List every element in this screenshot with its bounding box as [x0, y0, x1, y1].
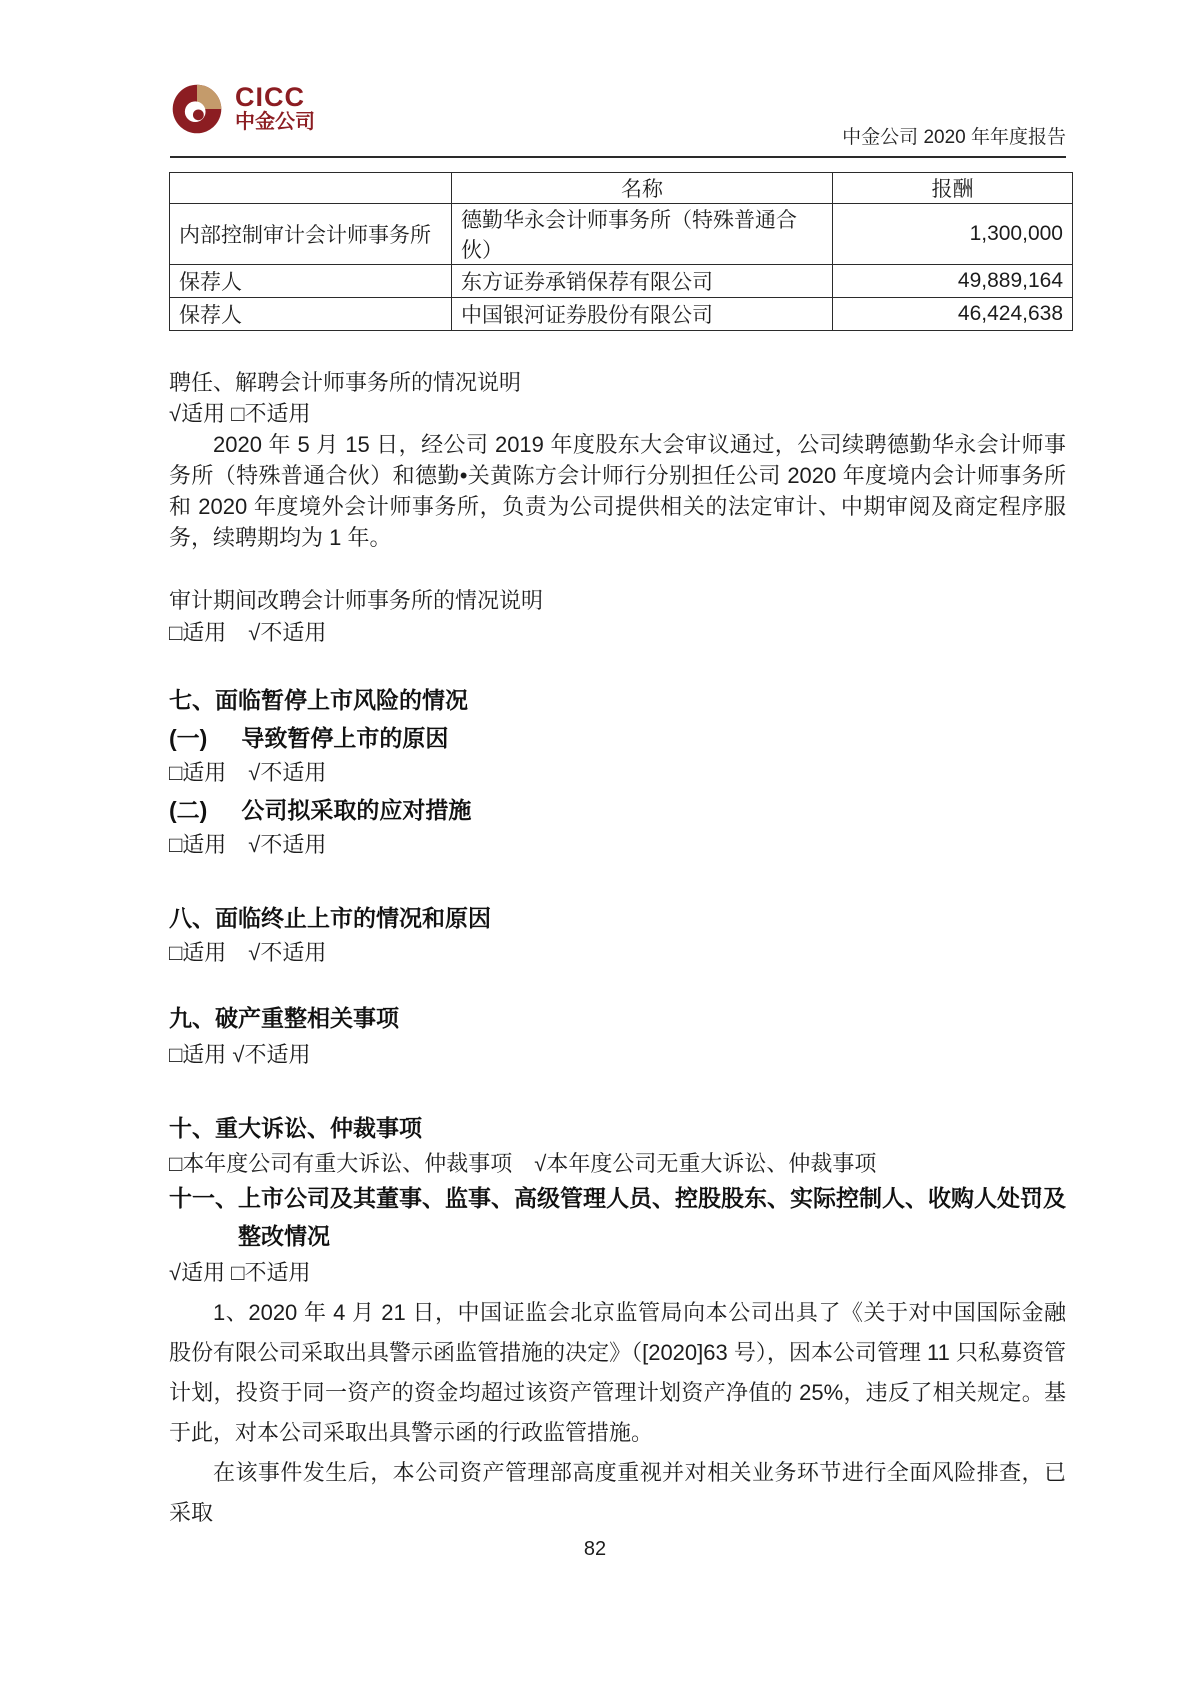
- cell-role: 保荐人: [170, 265, 452, 298]
- section10-applicability: □本年度公司有重大诉讼、仲裁事项 √本年度公司无重大诉讼、仲裁事项: [169, 1151, 877, 1176]
- cell-compensation: 49,889,164: [833, 265, 1073, 298]
- cell-name: 中国银河证券股份有限公司: [452, 298, 833, 331]
- page-header: [170, 82, 1066, 158]
- section7-sub1-number: (一): [169, 725, 208, 751]
- section7-sub2-text: 公司拟采取的应对措施: [241, 797, 472, 823]
- section7-sub1-text: 导致暂停上市的原因: [241, 725, 449, 751]
- logo-name: 中金公司: [235, 111, 315, 133]
- section7-sub2-number: (二): [169, 797, 208, 823]
- section8-applicability: □适用 √不适用: [169, 940, 327, 965]
- section7-title: 七、面临暂停上市风险的情况: [169, 687, 468, 713]
- cell-role: 保荐人: [170, 298, 452, 331]
- page-number: 82: [583, 1538, 607, 1560]
- table-header-role: [170, 173, 452, 204]
- table-row: [170, 204, 1073, 265]
- section11-applicability: √适用 □不适用: [169, 1260, 311, 1285]
- section-accountant-engagement: [169, 367, 1066, 553]
- logo-text: [235, 84, 315, 134]
- table-row: [170, 298, 1073, 331]
- section11-paragraph1: 1、2020 年 4 月 21 日，中国证监会北京监管局向本公司出具了《关于对中国国际金融股份有限公司采取出具警示函监管措施的决定》（[2020]63 号），因本公司管理 11 只私募资管计划，投资于同一资产的资金均超过该资产管理计划资产净值的 25%，违反了相关规定。基于此，对本公司采取出具警示函的行政监管措施。: [169, 1300, 1066, 1445]
- section7-sub1-title: [169, 723, 1066, 753]
- cell-compensation: 1,300,000: [833, 204, 1073, 265]
- engagement-paragraph: 2020 年 5 月 15 日，经公司 2019 年度股东大会审议通过，公司续聘德勤华永会计师事务所（特殊普通合伙）和德勤•关黄陈方会计师行分别担任公司 2020 年度境内会计师事务所和 2020 年度境外会计师事务所，负责为公司提供相关的法定审计、中期审阅及商定程序服务，续聘期均为 1 年。: [169, 432, 1066, 550]
- cicc-logo: [170, 82, 315, 136]
- section9-applicability: □适用 √不适用: [169, 1042, 311, 1067]
- cell-compensation: 46,424,638: [833, 298, 1073, 331]
- section7-sub2-title: [169, 795, 1066, 825]
- section11-title: 十一、上市公司及其董事、监事、高级管理人员、控股股东、实际控制人、收购人处罚及整改情况: [169, 1185, 1066, 1249]
- table-row: [170, 265, 1073, 298]
- table-header-compensation: 报酬: [833, 173, 1073, 204]
- cicc-logo-icon: [170, 82, 224, 136]
- engagement-applicability: √适用 □不适用: [169, 401, 311, 426]
- section8-title: 八、面临终止上市的情况和原因: [169, 905, 491, 931]
- section7-sub1-applicability: □适用 √不适用: [169, 760, 327, 785]
- section-audit-change: [169, 585, 1066, 649]
- section10-title: 十、重大诉讼、仲裁事项: [169, 1115, 422, 1141]
- table-header-name: 名称: [452, 173, 833, 204]
- cell-role: 内部控制审计会计师事务所: [170, 204, 452, 265]
- page-content: [169, 172, 1066, 1533]
- section11-body: [169, 1293, 1066, 1533]
- cell-name: 东方证券承销保荐有限公司: [452, 265, 833, 298]
- engagement-title: 聘任、解聘会计师事务所的情况说明: [169, 370, 522, 395]
- section11-paragraph2: 在该事件发生后，本公司资产管理部高度重视并对相关业务环节进行全面风险排查，已采取: [169, 1460, 1066, 1525]
- audit-change-title: 审计期间改聘会计师事务所的情况说明: [169, 588, 544, 613]
- cell-name: 德勤华永会计师事务所（特殊普通合伙）: [452, 204, 833, 265]
- section9-title: 九、破产重整相关事项: [169, 1005, 399, 1031]
- section7-sub2-applicability: □适用 √不适用: [169, 832, 327, 857]
- intermediary-fees-table: [169, 172, 1073, 331]
- logo-acronym: CICC: [235, 82, 305, 112]
- table-header-row: [170, 173, 1073, 204]
- report-title: 中金公司 2020 年年度报告: [842, 127, 1066, 148]
- audit-change-applicability: □适用 √不适用: [169, 620, 327, 645]
